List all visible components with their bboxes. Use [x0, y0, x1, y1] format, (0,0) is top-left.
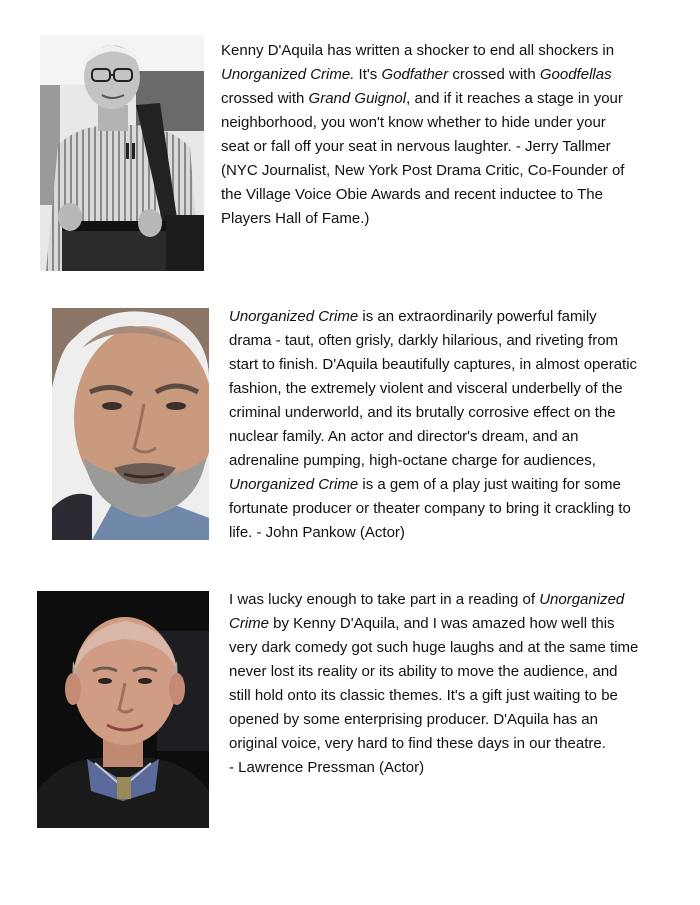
quote-title-italic: Unorganized Crime — [229, 308, 359, 325]
quote-segment: Kenny D'Aquila has written a shocker to end all shockers in — [221, 42, 615, 59]
quote-title-italic: Unorganized Crime. — [221, 66, 355, 83]
quote-text — [221, 39, 631, 231]
quote-segment: It's — [354, 66, 382, 83]
portrait-john-pankow — [52, 308, 209, 540]
quote-segment: , and if it reaches a stage in your neighborhood, you won't know whether to hide under your seat or fall off your seat in nervous laughter. - Jerry Tallmer (NYC Journalist, New York Post Drama Critic, Co-Founder of the Village Voice Obie Awards and recent inductee to The Players Hall of Fame.) — [221, 90, 625, 227]
quote-text — [229, 588, 641, 780]
quote-text — [229, 305, 639, 545]
portrait-lawrence-pressman — [37, 591, 209, 828]
quote-segment: - Lawrence Pressman (Actor) — [229, 759, 425, 776]
portrait-jerry-tallmer-image — [40, 35, 204, 271]
quote-segment: by Kenny D'Aquila, and I was amazed how well this very dark comedy got such huge laughs and at the same time never lost its reality or its ability to move the audience, and still hold onto its classic themes. It's a gift just waiting to be opened by some enterprising producer. D'Aquila has an original voice, very hard to find these days in our theatre. — [229, 615, 639, 752]
quote-segment: crossed with — [221, 90, 309, 107]
quote-title-italic: Godfather — [381, 66, 449, 83]
quote-segment: is a gem of a play just waiting for some fortunate producer or theater company to bring it crackling to life. - John Pankow (Actor) — [229, 476, 631, 541]
portrait-jerry-tallmer — [40, 35, 204, 271]
quote-title-italic: Unorganized Crime — [229, 591, 625, 632]
portrait-lawrence-pressman-image — [37, 591, 209, 828]
portrait-john-pankow-image — [52, 308, 209, 540]
quote-title-italic: Unorganized Crime — [229, 476, 359, 493]
quote-segment: I was lucky enough to take part in a reading of — [229, 591, 540, 608]
quote-segment: is an extraordinarily powerful family drama - taut, often grisly, darkly hilarious, and riveting from start to finish. D'Aquila beautifully captures, in almost operatic fashion, the extremely violent and visceral underbelly of the criminal underworld, and its brutally corrosive effect on the nuclear family. An actor and director's dream, and an adrenaline pumping, high-octane charge for audiences, — [229, 308, 638, 469]
quote-title-italic: Goodfellas — [539, 66, 612, 83]
quote-title-italic: Grand Guignol — [308, 90, 407, 107]
quote-segment: crossed with — [448, 66, 540, 83]
